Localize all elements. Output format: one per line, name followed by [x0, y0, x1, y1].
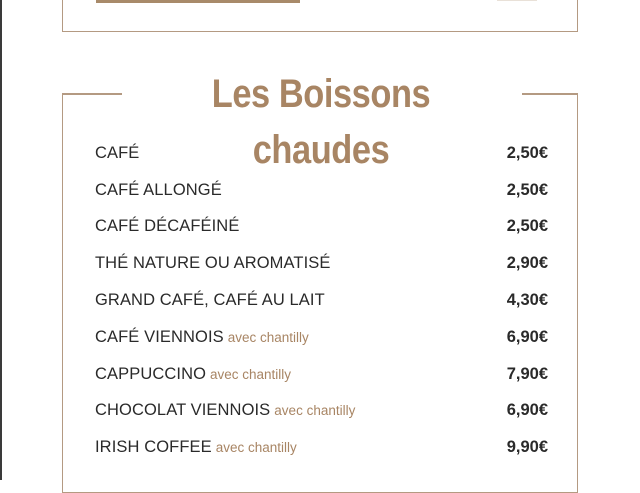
menu-item-name: GRAND CAFÉ, CAFÉ AU LAIT [95, 291, 325, 310]
section-frame-top-right [522, 93, 578, 95]
menu-item-name: CAPPUCCINO [95, 364, 207, 383]
menu-item-name: THÉ NATURE OU AROMATISÉ [95, 254, 331, 273]
section-frame-top-left [62, 93, 122, 95]
previous-section-price-fragment [497, 0, 537, 3]
menu-item-label [95, 401, 355, 420]
menu-item-price: 7,90€ [506, 364, 548, 383]
menu-item-label [95, 181, 226, 200]
menu-item-name: CAFÉ [95, 143, 140, 162]
menu-item [95, 245, 548, 282]
menu-item-name: CAFÉ ALLONGÉ [95, 180, 222, 199]
menu-item-name: IRISH COFFEE [95, 438, 212, 457]
menu-item [95, 429, 548, 466]
menu-item-name: CAFÉ VIENNOIS [95, 327, 224, 346]
menu-item [95, 172, 548, 209]
menu-item-note: avec chantilly [274, 403, 356, 419]
menu-item [95, 393, 548, 430]
menu-item [95, 209, 548, 246]
menu-item-price: 2,50€ [506, 143, 548, 162]
menu-item-label [95, 217, 243, 236]
menu-item-label [95, 144, 143, 163]
menu-item [95, 319, 548, 356]
page-edge [0, 0, 2, 480]
menu-item [95, 282, 548, 319]
menu-list [95, 135, 548, 466]
previous-section-tag [96, 0, 300, 3]
menu-item-price: 2,50€ [506, 217, 548, 236]
menu-item-price: 6,90€ [506, 327, 548, 346]
menu-item-price: 4,30€ [506, 291, 548, 310]
section-title: Les Boissons chaudes [211, 72, 431, 172]
menu-item-label [95, 365, 291, 384]
menu-item-label [95, 438, 297, 457]
menu-item-price: 2,50€ [506, 180, 548, 199]
previous-section-frame [62, 0, 578, 32]
menu-item-price: 2,90€ [506, 254, 548, 273]
menu-item-name: CAFÉ DÉCAFÉINÉ [95, 217, 240, 236]
menu-item [95, 135, 548, 172]
menu-item-note: avec chantilly [215, 440, 297, 456]
menu-item-note: avec chantilly [210, 366, 292, 382]
menu-item-label [95, 254, 334, 273]
menu-item-label [95, 328, 309, 347]
menu-item-note: avec chantilly [227, 329, 309, 345]
menu-item [95, 356, 548, 393]
menu-item-name: CHOCOLAT VIENNOIS [95, 401, 271, 420]
menu-item-price: 6,90€ [506, 401, 548, 420]
menu-item-price: 9,90€ [506, 438, 548, 457]
menu-item-label [95, 291, 329, 310]
